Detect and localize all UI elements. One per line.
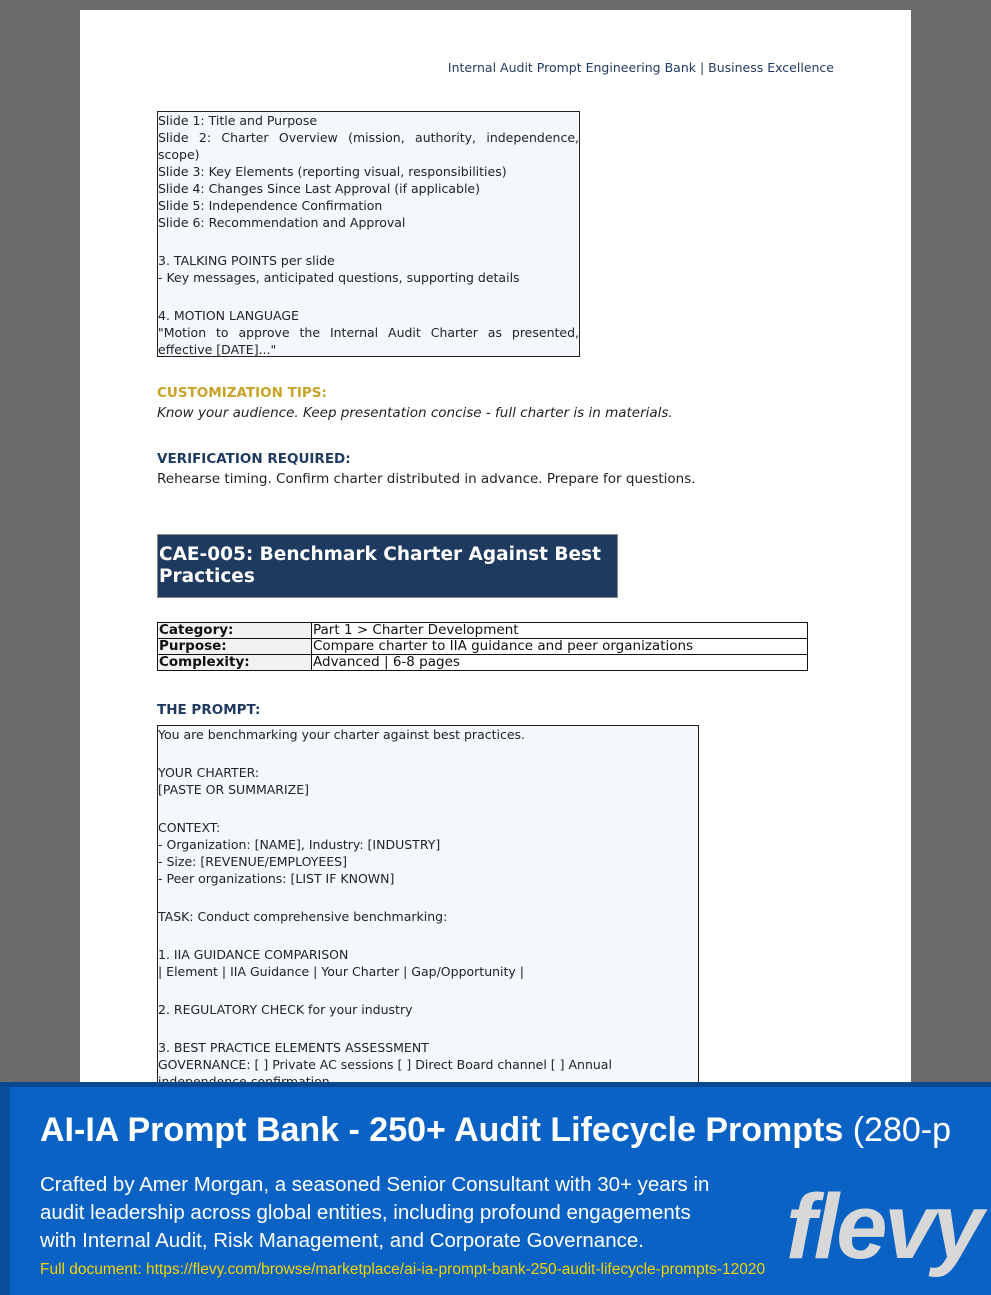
promo-title-bold: AI-IA Prompt Bank - 250+ Audit Lifecycle Prompts [40, 1111, 844, 1149]
box-line: | Element | IIA Guidance | Your Charter | Gap/Opportunity | [158, 964, 524, 979]
box-line: 2. REGULATORY CHECK for your industry [158, 1002, 413, 1017]
box-line: 4. MOTION LANGUAGE [158, 308, 299, 323]
table-row [158, 655, 808, 671]
box-line: - Organization: [NAME], Industry: [INDUSTRY] [158, 837, 441, 852]
box-line: CONTEXT: [158, 820, 221, 835]
box-line: "Motion to approve the Internal Audit Charter as presented, effective [DATE]..." [158, 325, 583, 357]
slides-outline-box [157, 111, 583, 357]
meta-value: Compare charter to IIA guidance and peer organizations [312, 639, 808, 655]
box-line: You are benchmarking your charter against best practices. [158, 727, 526, 742]
prompt-label: THE PROMPT: [157, 702, 261, 718]
prompt-title-banner: CAE-005: Benchmark Charter Against Best Practices [157, 534, 618, 598]
box-line: Slide 1: Title and Purpose [158, 113, 318, 128]
box-line: 3. TALKING POINTS per slide [158, 253, 335, 268]
promo-banner [0, 1082, 991, 1295]
box-line: Slide 4: Changes Since Last Approval (if applicable) [158, 181, 480, 196]
box-line: Slide 6: Recommendation and Approval [158, 215, 406, 230]
box-line: YOUR CHARTER: [158, 765, 260, 780]
meta-key: Purpose: [158, 639, 312, 655]
customization-text: Know your audience. Keep presentation concise - full charter is in materials. [157, 405, 673, 421]
box-line: Slide 2: Charter Overview (mission, authority, independence, scope) [158, 130, 583, 162]
verification-text: Rehearse timing. Confirm charter distributed in advance. Prepare for questions. [157, 471, 696, 487]
full-document-link[interactable]: Full document: https://flevy.com/browse/marketplace/ai-ia-prompt-bank-250-audit-lifecycle-prompts-12020 [40, 1261, 766, 1278]
prompt-meta-table [157, 622, 808, 671]
meta-value: Advanced | 6-8 pages [312, 655, 808, 671]
box-line: Slide 5: Independence Confirmation [158, 198, 383, 213]
box-line: 3. BEST PRACTICE ELEMENTS ASSESSMENT [158, 1040, 429, 1055]
box-line: 1. IIA GUIDANCE COMPARISON [158, 947, 349, 962]
table-row [158, 639, 808, 655]
prompt-box [157, 725, 699, 1105]
box-line: - Peer organizations: [LIST IF KNOWN] [158, 871, 395, 886]
box-line: - Key messages, anticipated questions, supporting details [158, 270, 520, 285]
box-line: [PASTE OR SUMMARIZE] [158, 782, 310, 797]
customization-label: CUSTOMIZATION TIPS: [157, 385, 327, 401]
promo-description: Crafted by Amer Morgan, a seasoned Senior Consultant with 30+ years in audit leadership across global entities, including profound engagements with Internal Audit, Risk Management, and Corporate Governance. [40, 1173, 710, 1252]
table-row [158, 623, 808, 639]
box-line: Slide 3: Key Elements (reporting visual, responsibilities) [158, 164, 507, 179]
box-line: TASK: Conduct comprehensive benchmarking: [158, 909, 448, 924]
box-line: - Size: [REVENUE/EMPLOYEES] [158, 854, 347, 869]
flevy-logo: flevy [786, 1176, 981, 1278]
meta-key: Complexity: [158, 655, 312, 671]
meta-value: Part 1 > Charter Development [312, 623, 808, 639]
promo-title-light: (280-p [852, 1111, 952, 1149]
meta-key: Category: [158, 623, 312, 639]
verification-label: VERIFICATION REQUIRED: [157, 451, 351, 467]
promo-title [40, 1111, 951, 1150]
box-line: GOVERNANCE: [ ] Private AC sessions [ ] Direct Board channel [ ] Annual [158, 1057, 612, 1072]
running-header: Internal Audit Prompt Engineering Bank | Business Excellence [447, 60, 834, 75]
